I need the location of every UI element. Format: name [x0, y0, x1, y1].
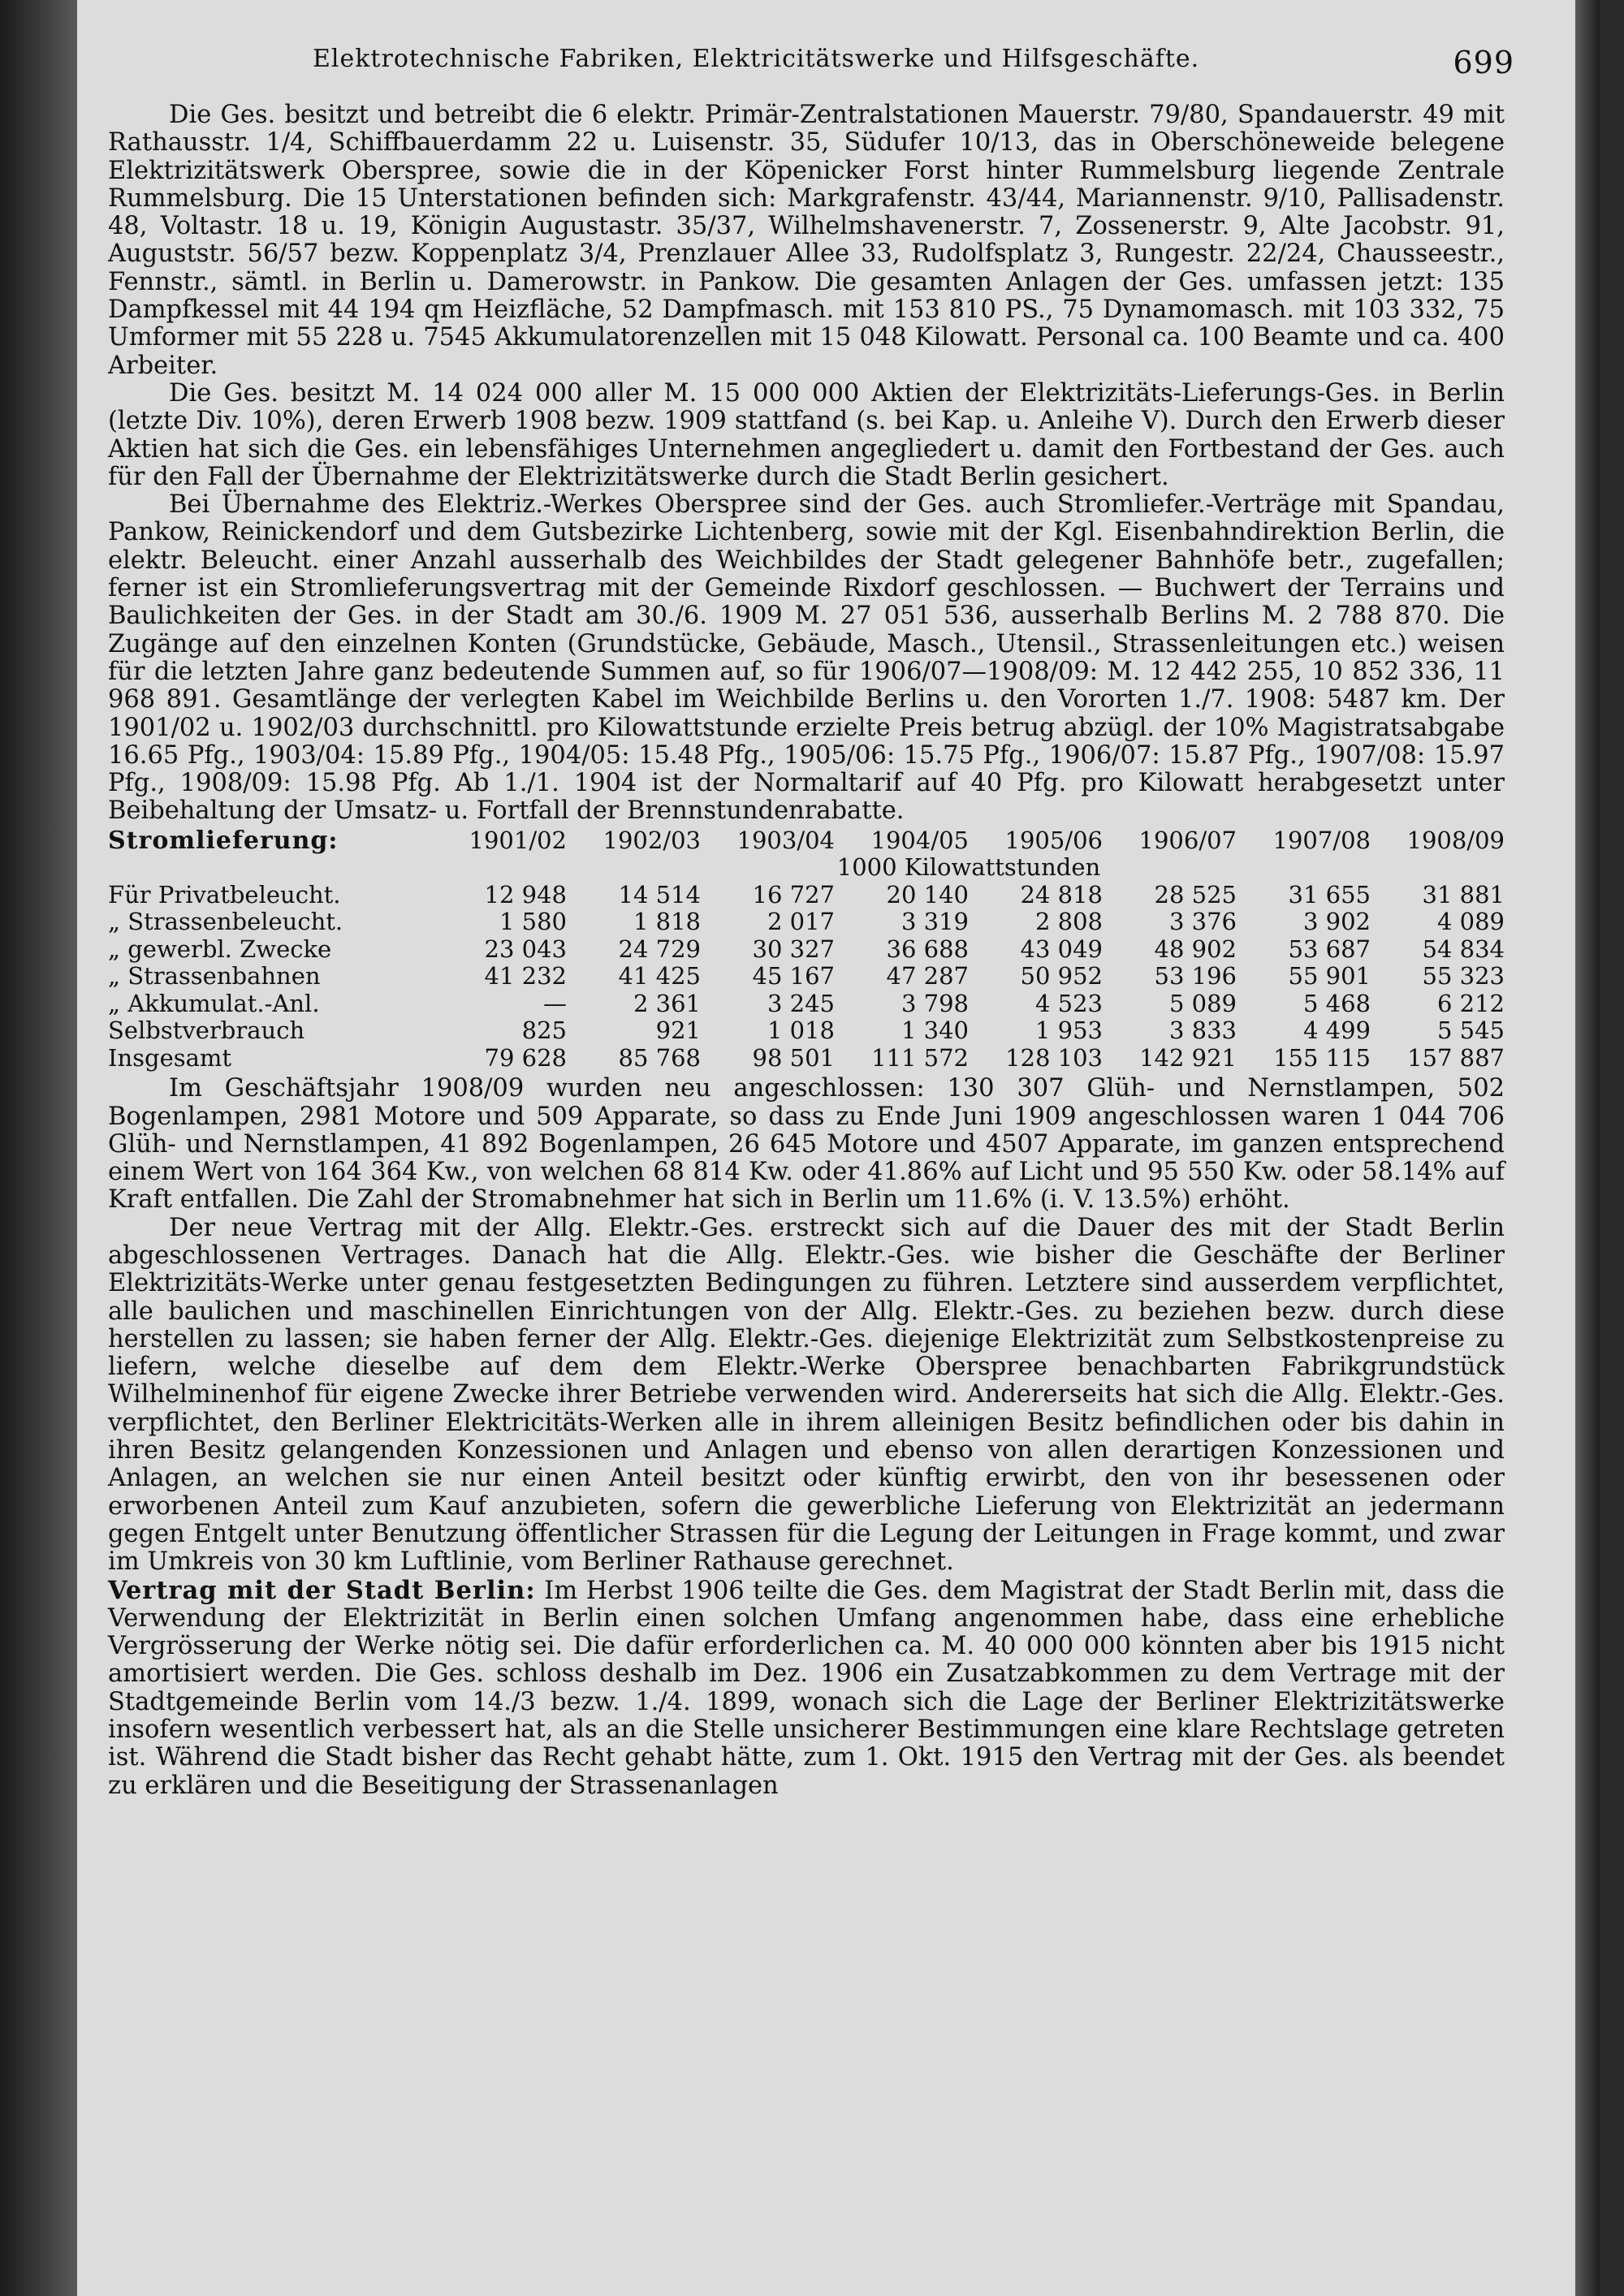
page-header	[313, 45, 1514, 85]
table-cell: 31 881	[1422, 880, 1505, 908]
table-cell: 23 043	[484, 934, 567, 963]
table-cell: 1 580	[499, 908, 567, 936]
table-cell: 14 514	[618, 880, 701, 908]
table-cell: 3 245	[767, 989, 835, 1017]
table-cell: 79 628	[484, 1043, 567, 1072]
table-cell: 157 887	[1407, 1043, 1505, 1072]
table-cell: 43 049	[1020, 934, 1103, 963]
table-cell: 28 525	[1154, 880, 1237, 908]
table-row	[108, 1017, 1505, 1045]
table-row	[108, 990, 1505, 1018]
row-label: „ gewerbl. Zwecke	[108, 934, 332, 963]
row-label: „ Strassenbahnen	[108, 962, 321, 990]
book-page	[77, 0, 1600, 2296]
year-header: 1902/03	[603, 826, 701, 854]
table-row	[108, 882, 1505, 909]
table-cell: 47 287	[886, 962, 969, 990]
table-row	[108, 908, 1505, 936]
year-header: 1904/05	[870, 826, 969, 854]
table-cell: 41 232	[484, 962, 567, 990]
section-lead: Vertrag mit der Stadt Berlin:	[108, 1575, 536, 1605]
table-cell: 85 768	[618, 1043, 701, 1072]
page-edge-shadow	[1575, 0, 1600, 2296]
row-label: Insgesamt	[108, 1043, 232, 1072]
table-cell: —	[543, 989, 567, 1017]
table-header-row	[108, 827, 1505, 855]
table-cell: 1 340	[901, 1016, 969, 1045]
table-cell: 2 017	[767, 908, 835, 936]
table-cell: 53 687	[1288, 934, 1371, 963]
table-cell: 41 425	[618, 962, 701, 990]
year-header: 1901/02	[469, 826, 567, 854]
table-cell: 3 798	[901, 989, 969, 1017]
table-cell: 4 089	[1436, 908, 1505, 936]
table-cell: 54 834	[1422, 934, 1505, 963]
table-cell: 3 376	[1168, 908, 1237, 936]
table-cell: 4 523	[1034, 989, 1103, 1017]
table-cell: 155 115	[1273, 1043, 1371, 1072]
row-label: Selbstverbrauch	[108, 1016, 305, 1045]
year-header: 1907/08	[1272, 826, 1371, 854]
row-label: „ Strassenbeleucht.	[108, 908, 343, 936]
table-cell: 1 818	[633, 908, 701, 936]
table-cell: 3 319	[901, 908, 969, 936]
table-cell: 825	[521, 1016, 567, 1045]
paragraph-contracts: Bei Übernahme des Elektriz.-Werkes Oberspree sind der Ges. auch Stromliefer.-Verträge mit Spandau, Pankow, Reinickendorf und dem Gutsbezirke Lichtenberg, sowie mit der Kgl. Eisenbahndirektion Berlin, die elektr. Beleucht. einer Anzahl ausserhalb des Weichbildes der Stadt gelegener Bahnhöfe betr., zugefallen; ferner ist ein Stromlieferungsvertrag mit der Gemeinde Rixdorf geschlossen. — Buchwert der Terrains und Baulichkeiten der Ges. in der Stadt am 30./6. 1909 M. 27 051 536, ausserhalb Berlins M. 2 788 870. Die Zugänge auf den einzelnen Konten (Grundstücke, Gebäude, Masch., Utensil., Strassenleitungen etc.) weisen für die letzten Jahre ganz bedeutende Summen auf, so für 1906/07—1908/09: M. 12 442 255, 10 852 336, 11 968 891. Gesamtlänge der verlegten Kabel im Weichbilde Berlins u. den Vororten 1./7. 1908: 5487 km. Der 1901/02 u. 1902/03 durchschnittl. pro Kilowattstunde erzielte Preis betrug abzügl. der 10% Magistratsabgabe 16.65 Pfg., 1903/04: 15.89 Pfg., 1904/05: 15.48 Pfg., 1905/06: 15.75 Pfg., 1906/07: 15.87 Pfg., 1907/08: 15.97 Pfg., 1908/09: 15.98 Pfg. Ab 1./1. 1904 ist der Normaltarif auf 40 Pfg. pro Kilowatt herabgesetzt unter Beibehaltung der Umsatz- u. Fortfall der Brennstundenrabatte.	[108, 490, 1505, 826]
table-row	[108, 963, 1505, 990]
section-text: Im Herbst 1906 teilte die Ges. dem Magistrat der Stadt Berlin mit, dass die Verwendung der Elektrizität in Berlin einen solchen Umfang angenommen habe, dass eine erhebliche Vergrösserung der Werke nötig sei. Die dafür erforderlichen ca. M. 40 000 000 könnten aber bis 1915 nicht amortisiert werden. Die Ges. schloss deshalb im Dez. 1906 ein Zusatzabkommen zu dem Vertrage mit der Stadtgemeinde Berlin vom 14./3 bezw. 1./4. 1899, wonach sich die Lage der Berliner Elektrizitätswerke insofern wesentlich verbessert hat, als an die Stelle unsicherer Bestimmungen eine klare Rechtslage getreten ist. Während die Stadt bisher das Recht gehabt hätte, zum 1. Okt. 1915 den Vertrag mit der Ges. als beendet zu erklären und die Beseitigung der Strassenanlagen	[108, 1576, 1505, 1800]
row-label: Für Privatbeleucht.	[108, 880, 341, 908]
book-spine	[0, 0, 77, 2296]
table-cell: 128 103	[1005, 1043, 1103, 1072]
paragraph-connections: Im Geschäftsjahr 1908/09 wurden neu angeschlossen: 130 307 Glüh- und Nernstlampen, 502 Bogenlampen, 2981 Motore und 509 Apparate, so dass zu Ende Juni 1909 angeschlossen waren 1 044 706 Glüh- und Nernstlampen, 41 892 Bogenlampen, 26 645 Motore und 4507 Apparate, im ganzen entsprechend einem Wert von 164 364 Kw., von welchen 68 814 Kw. oder 41.86% auf Licht und 95 550 Kw. oder 58.14% auf Kraft entfallen. Die Zahl der Stromabnehmer hat sich in Berlin um 11.6% (i. V. 13.5%) erhöht.	[108, 1074, 1505, 1215]
table-cell: 16 727	[752, 880, 835, 908]
table-cell: 31 655	[1288, 880, 1371, 908]
table-cell: 3 833	[1168, 1016, 1237, 1045]
year-header: 1903/04	[736, 826, 835, 854]
table-cell: 55 323	[1422, 962, 1505, 990]
paragraph-aeg-contract: Der neue Vertrag mit der Allg. Elektr.-Ges. erstreckt sich auf die Dauer des mit der Stadt Berlin abgeschlossenen Vertrages. Danach hat die Allg. Elektr.-Ges. wie bisher die Geschäfte der Berliner Elektrizitäts-Werke unter genau festgesetzten Bedingungen zu führen. Letztere sind ausserdem verpflichtet, alle baulichen und maschinellen Einrichtungen von der Allg. Elektr.-Ges. zu beziehen bezw. durch diese herstellen zu lassen; sie haben ferner der Allg. Elektr.-Ges. diejenige Elektrizität zum Selbstkostenpreise zu liefern, welche dieselbe auf dem dem Elektr.-Werke Oberspree benachbarten Fabrikgrundstück Wilhelminenhof für eigene Zwecke ihrer Betriebe verwenden wird. Andererseits hat sich die Allg. Elektr.-Ges. verpflichtet, den Berliner Elektricitäts-Werken alle in ihrem alleinigen Besitz befindlichen oder bis dahin in ihren Besitz gelangenden Konzessionen und Anlagen und ebenso von allen derartigen Konzessionen und Anlagen, an welchen sie nur einen Anteil besitzt oder künftig erwirbt, den von ihr besessenen oder erworbenen Anteil zum Kauf anzubieten, sofern die gewerbliche Lieferung von Elektrizität an jedermann gegen Entgelt unter Benutzung öffentlicher Strassen für die Legung der Leitungen in Frage kommt, und zwar im Umkreis von 30 km Luftlinie, vom Berliner Rathause gerechnet.	[108, 1213, 1505, 1577]
table-cell: 142 921	[1139, 1043, 1237, 1072]
paragraph-shares: Die Ges. besitzt M. 14 024 000 aller M. 15 000 000 Aktien der Elektrizitäts-Lieferungs-Ges. in Berlin (letzte Div. 10%), deren Erwerb 1908 bezw. 1909 stattfand (s. bei Kap. u. Anleihe V). Durch den Erwerb dieser Aktien hat sich die Ges. ein lebensfähiges Unternehmen angegliedert u. damit den Fortbestand der Ges. auch für den Fall der Übernahme der Elektrizitätswerke durch die Stadt Berlin gesichert.	[108, 378, 1505, 491]
table-cell: 53 196	[1154, 962, 1237, 990]
running-title: Elektrotechnische Fabriken, Elektricitätswerke und Hilfsgeschäfte.	[313, 45, 1200, 73]
paragraph-stations: Die Ges. besitzt und betreibt die 6 elektr. Primär-Zentralstationen Mauerstr. 79/80, Spandauerstr. 49 mit Rathausstr. 1/4, Schiffbauerdamm 22 u. Luisenstr. 35, Südufer 10/13, das in Oberschöneweide belegene Elektrizitätswerk Oberspree, sowie die in der Köpenicker Forst hinter Rummelsburg liegende Zentrale Rummelsburg. Die 15 Unterstationen befinden sich: Markgrafenstr. 43/44, Mariannenstr. 9/10, Pallisadenstr. 48, Voltastr. 18 u. 19, Königin Augustastr. 35/37, Wilhelmshavenerstr. 7, Zossenerstr. 9, Alte Jacobstr. 91, Auguststr. 56/57 bezw. Koppenplatz 3/4, Prenzlauer Allee 33, Rudolfsplatz 3, Rungestr. 22/24, Chausseestr., Fennstr., sämtl. in Berlin u. Damerowstr. in Pankow. Die gesamten Anlagen der Ges. umfassen jetzt: 135 Dampfkessel mit 44 194 qm Heizfläche, 52 Dampfmasch. mit 153 810 PS., 75 Dynamomasch. mit 103 332, 75 Umformer mit 55 228 u. 7545 Akkumulatorenzellen mit 15 048 Kilowatt. Personal ca. 100 Beamte und ca. 400 Arbeiter.	[108, 101, 1505, 380]
table-cell: 12 948	[484, 880, 567, 908]
power-supply-table	[108, 827, 1505, 1072]
paragraph-city-contract	[108, 1577, 1505, 1800]
table-unit: 1000 Kilowattstunden	[836, 853, 1101, 882]
table-cell: 1 018	[767, 1016, 835, 1045]
table-row	[108, 936, 1505, 964]
table-cell: 24 729	[618, 934, 701, 963]
table-cell: 98 501	[752, 1043, 835, 1072]
year-header: 1908/09	[1406, 826, 1505, 854]
table-cell: 48 902	[1154, 934, 1237, 963]
table-cell: 921	[655, 1016, 701, 1045]
table-cell: 24 818	[1020, 880, 1103, 908]
table-cell: 2 361	[633, 989, 701, 1017]
table-title: Stromlieferung:	[108, 826, 339, 855]
table-row	[108, 1045, 1505, 1072]
row-label: „ Akkumulat.-Anl.	[108, 989, 320, 1017]
table-unit-row	[108, 854, 1505, 882]
table-cell: 1 953	[1034, 1016, 1103, 1045]
page-body	[108, 101, 1505, 1800]
table-cell: 30 327	[752, 934, 835, 963]
table-cell: 2 808	[1034, 908, 1103, 936]
table-cell: 6 212	[1436, 989, 1505, 1017]
table-cell: 5 545	[1436, 1016, 1505, 1045]
table-cell: 5 468	[1302, 989, 1371, 1017]
table-cell: 36 688	[886, 934, 969, 963]
table-cell: 20 140	[886, 880, 969, 908]
table-cell: 45 167	[752, 962, 835, 990]
page-number: 699	[1453, 45, 1514, 80]
table-cell: 50 952	[1020, 962, 1103, 990]
table-cell: 55 901	[1288, 962, 1371, 990]
table-cell: 3 902	[1302, 908, 1371, 936]
year-header: 1906/07	[1138, 826, 1237, 854]
table-cell: 111 572	[871, 1043, 969, 1072]
table-cell: 5 089	[1168, 989, 1237, 1017]
year-header: 1905/06	[1004, 826, 1103, 854]
table-cell: 4 499	[1302, 1016, 1371, 1045]
